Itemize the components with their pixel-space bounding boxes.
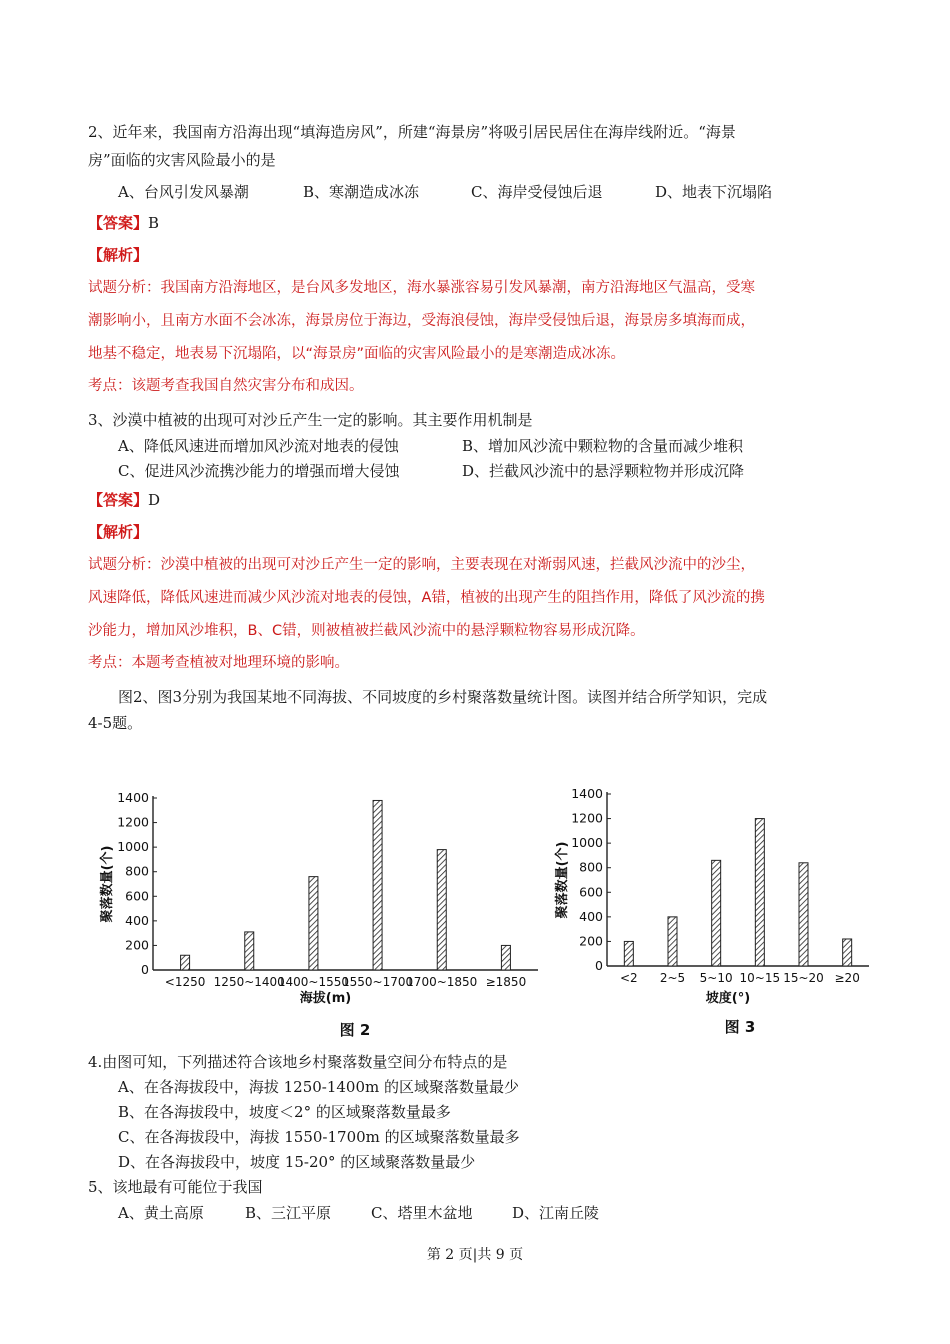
- x-tick-label: 2~5: [659, 971, 686, 985]
- bar: [668, 917, 677, 966]
- q2-analysis-line3: 地基不稳定，地表易下沉塌陷，以“海景房”面临的灾害风险最小的是寒潮造成冰冻。: [88, 346, 626, 362]
- q5-option-b: B、三江平原: [245, 1204, 332, 1222]
- y-tick-label: 400: [125, 912, 149, 928]
- q5-stem: 5、该地最有可能位于我国: [88, 1178, 263, 1196]
- bar: [501, 945, 510, 970]
- bar: [712, 860, 721, 966]
- q3-analysis-line3: 沙能力，增加风沙堆积，B、C错，则被植被拦截风沙流中的悬浮颗粒物容易形成沉降。: [88, 623, 645, 639]
- q3-analysis-line1: 试题分析：沙漠中植被的出现可对沙丘产生一定的影响，主要表现在对渐弱风速，拦截风沙流中的沙尘，: [88, 557, 755, 573]
- figure-caption: 图 3: [724, 1018, 756, 1036]
- page-footer: 第 2 页|共 9 页: [426, 1247, 524, 1263]
- watermark: [356, 199, 374, 235]
- q3-answer: [88, 490, 160, 510]
- q3-answer-value: D: [148, 491, 161, 509]
- q3-stem: 3、沙漠中植被的出现可对沙丘产生一定的影响。其主要作用机制是: [88, 411, 533, 429]
- q4-stem: 4.由图可知，下列描述符合该地乡村聚落数量空间分布特点的是: [88, 1053, 508, 1071]
- x-tick-label: 1700~1850: [406, 975, 478, 989]
- bar: [624, 941, 633, 966]
- x-axis-label: 坡度(°): [705, 991, 751, 1006]
- q3-analysis-line2: 风速降低，降低风速进而减少风沙流对地表的侵蚀，A错，植被的出现产生的阻挡作用，降低了风沙流的携: [88, 590, 765, 606]
- bar: [181, 955, 190, 970]
- y-tick-label: 0: [595, 958, 603, 973]
- y-tick-label: 1400: [571, 786, 603, 801]
- x-tick-label: 1250~1400: [213, 975, 285, 989]
- x-tick-label: 1400~1550: [277, 975, 349, 989]
- q2-answer: [88, 213, 159, 233]
- bar: [373, 800, 382, 970]
- y-tick-label: 200: [125, 937, 149, 953]
- y-tick-label: 400: [579, 908, 603, 924]
- x-tick-label: ≥20: [834, 971, 860, 985]
- intro-line1: 图2、图3分别为我国某地不同海拔、不同坡度的乡村聚落数量统计图。读图并结合所学知识，完成: [118, 688, 768, 706]
- bar: [799, 863, 808, 966]
- q2-option-d: D、地表下沉塌陷: [655, 183, 773, 201]
- q2-option-c: C、海岸受侵蚀后退: [471, 183, 603, 201]
- y-tick-label: 800: [125, 863, 149, 879]
- x-tick-label: 5~10: [699, 971, 733, 985]
- x-tick-label: 15~20: [783, 971, 824, 985]
- y-tick-label: 0: [141, 962, 149, 977]
- q2-answer-tag: 【答案】: [88, 214, 149, 232]
- bar: [755, 819, 764, 966]
- q2-answer-value: B: [148, 214, 160, 232]
- q4-option-b: B、在各海拔段中，坡度＜2° 的区域聚落数量最多: [118, 1103, 451, 1121]
- y-tick-label: 1200: [571, 810, 603, 826]
- y-tick-label: 1000: [117, 839, 149, 855]
- y-tick-label: 1000: [571, 835, 603, 851]
- q2-analysis-tag: 【解析】: [88, 246, 149, 264]
- y-tick-label: 600: [579, 884, 603, 900]
- y-axis-label: 聚落数量(个): [100, 845, 115, 923]
- q3-option-b: B、增加风沙流中颗粒物的含量而减少堆积: [462, 437, 744, 455]
- bar: [309, 877, 318, 970]
- q2-stem-line2: 房”面临的灾害风险最小的是: [88, 151, 276, 169]
- y-tick-label: 1200: [117, 814, 149, 830]
- q2-option-a: A、台风引发风暴潮: [118, 183, 249, 201]
- q4-option-d: D、在各海拔段中，坡度 15-20° 的区域聚落数量最少: [118, 1153, 476, 1171]
- x-tick-label: 10~15: [739, 971, 781, 985]
- q2-analysis-line2: 潮影响小，且南方水面不会冰冻，海景房位于海边，受海浪侵蚀，海岸受侵蚀后退，海景房多填海而成，: [88, 313, 755, 329]
- q3-option-c: C、促进风沙流携沙能力的增强而增大侵蚀: [118, 462, 400, 480]
- q2-analysis-line1: 试题分析：我国南方沿海地区，是台风多发地区，海水暴涨容易引发风暴潮，南方沿海地区气温高，受寒: [88, 280, 755, 296]
- figure-3-slope-chart: [552, 780, 872, 1045]
- q4-option-c: C、在各海拔段中，海拔 1550-1700m 的区域聚落数量最多: [118, 1128, 520, 1146]
- q2-option-b: B、寒潮造成冰冻: [303, 183, 420, 201]
- q2-stem-line1: 2、近年来，我国南方沿海出现“填海造房风”，所建“海景房”将吸引居民居住在海岸线附近。“海景: [88, 123, 736, 141]
- q5-option-a: A、黄土高原: [118, 1204, 204, 1222]
- bar: [843, 939, 852, 966]
- x-axis-label: 海拔(m): [299, 991, 352, 1006]
- q3-analysis-line4: 考点：本题考查植被对地理环境的影响。: [88, 655, 349, 671]
- y-tick-label: 200: [579, 933, 603, 949]
- y-tick-label: 1400: [117, 790, 149, 805]
- y-tick-label: 800: [579, 859, 603, 875]
- y-tick-label: 600: [125, 888, 149, 904]
- q2-analysis-line4: 考点：该题考查我国自然灾害分布和成因。: [88, 378, 364, 394]
- bar: [437, 850, 446, 970]
- y-axis-label: 聚落数量(个): [555, 841, 570, 919]
- intro-line2: 4-5题。: [88, 714, 143, 732]
- figure-2-altitude-chart: [95, 785, 545, 1050]
- bar: [245, 932, 254, 970]
- q3-option-a: A、降低风速进而增加风沙流对地表的侵蚀: [118, 437, 399, 455]
- x-tick-label: 1550~1700: [342, 975, 414, 989]
- q3-answer-tag: 【答案】: [88, 491, 149, 509]
- x-tick-label: <1250: [164, 975, 206, 989]
- q3-option-d: D、拦截风沙流中的悬浮颗粒物并形成沉降: [462, 462, 745, 480]
- x-tick-label: <2: [619, 971, 638, 985]
- figure-caption: 图 2: [339, 1021, 371, 1039]
- q3-analysis-tag: 【解析】: [88, 523, 149, 541]
- q4-option-a: A、在各海拔段中，海拔 1250-1400m 的区域聚落数量最少: [118, 1078, 520, 1096]
- q5-option-c: C、塔里木盆地: [371, 1204, 473, 1222]
- x-tick-label: ≥1850: [485, 975, 527, 989]
- q5-option-d: D、江南丘陵: [512, 1204, 600, 1222]
